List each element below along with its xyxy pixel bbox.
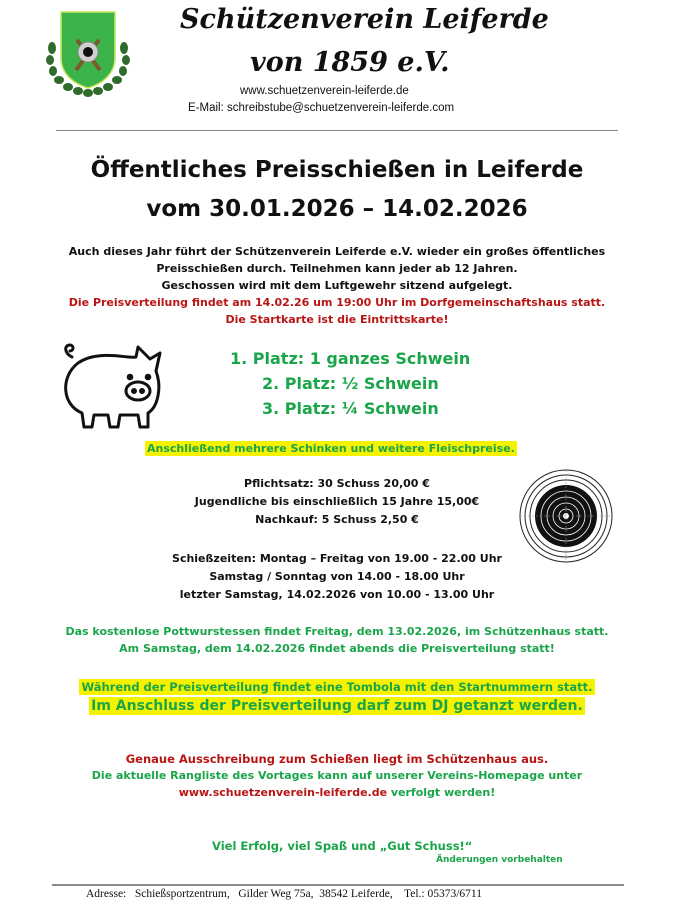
times-line1: Schießzeiten: Montag – Freitag von 19.00 - 22.00 Uhr [172,552,502,565]
good-luck-wish: Viel Erfolg, viel Spaß und „Gut Schuss!“ [212,839,473,853]
prize-1: 1. Platz: 1 ganzes Schwein [230,349,471,368]
fee-line2: Jugendliche bis einschließlich 15 Jahre 15,00€ [194,495,480,508]
times-line3: letzter Samstag, 14.02.2026 von 10.00 - 13.00 Uhr [179,588,495,601]
email-link[interactable]: E-Mail: schreibstube@schuetzenverein-leiferde.com [188,102,455,114]
page-title-line1: Öffentliches Preisschießen in Leiferde [90,157,584,183]
extra-prizes-notice: Anschließend mehrere Schinken und weitere Fleischpreise. [147,442,515,455]
prize-3: 3. Platz: ¼ Schwein [262,399,439,418]
times-line2: Samstag / Sonntag von 14.00 - 18.00 Uhr [209,570,465,583]
shooting-target-icon [518,468,614,564]
intro-line2: Preisschießen durch. Teilnehmen kann jeder ab 12 Jahren. [156,262,518,275]
homepage-link[interactable]: www.schuetzenverein-leiferde.de [178,786,388,799]
header-divider [56,130,618,131]
footer-divider [52,884,624,886]
ranking-link-suffix: verfolgt werden! [387,786,496,799]
tombola-notice: Während der Preisverteilung findet eine Tombola mit den Startnummern statt. [81,680,593,694]
dj-row [0,695,674,714]
fee-line3: Nachkauf: 5 Schuss 2,50 € [255,513,419,526]
award-evening-notice: Am Samstag, dem 14.02.2026 findet abends die Preisverteilung statt! [119,642,555,655]
pig-icon [58,343,166,431]
club-name-line2: von 1859 e.V. [250,47,450,78]
club-crest-icon [44,8,132,98]
ranking-notice: Die aktuelle Rangliste des Vortages kann auf unserer Vereins-Homepage unter [91,769,583,782]
intro-line1: Auch dieses Jahr führt der Schützenverein Leiferde e.V. wieder ein großes öffentliches [68,245,606,258]
prize-2: 2. Platz: ½ Schwein [262,374,439,393]
sausage-dinner-notice: Das kostenlose Pottwurstessen findet Freitag, dem 13.02.2026, im Schützenhaus statt. [65,625,609,638]
fee-line1: Pflichtsatz: 30 Schuss 20,00 € [244,477,430,490]
page-title-line2: vom 30.01.2026 – 14.02.2026 [146,196,528,222]
entry-card-notice: Die Startkarte ist die Eintrittskarte! [225,313,449,326]
club-name-line1: Schützenverein Leiferde [180,4,549,35]
changes-reserved-note: Änderungen vorbehalten [436,855,563,865]
award-ceremony-notice: Die Preisverteilung findet am 14.02.26 um 19:00 Uhr im Dorfgemeinschaftshaus statt. [68,296,606,309]
ranking-link-row [0,786,674,799]
website-link[interactable]: www.schuetzenverein-leiferde.de [240,85,409,97]
tender-notice: Genaue Ausschreibung zum Schießen liegt im Schützenhaus aus. [125,752,549,766]
tombola-row [0,676,674,695]
intro-line3: Geschossen wird mit dem Luftgewehr sitzend aufgelegt. [161,279,513,292]
footer-address: Adresse: Schießsportzentrum, Gilder Weg 75a, 38542 Leiferde, Tel.: 05373/6711 [86,888,482,900]
dj-notice: Im Anschluss der Preisverteilung darf zum DJ getanzt werden. [91,698,583,714]
